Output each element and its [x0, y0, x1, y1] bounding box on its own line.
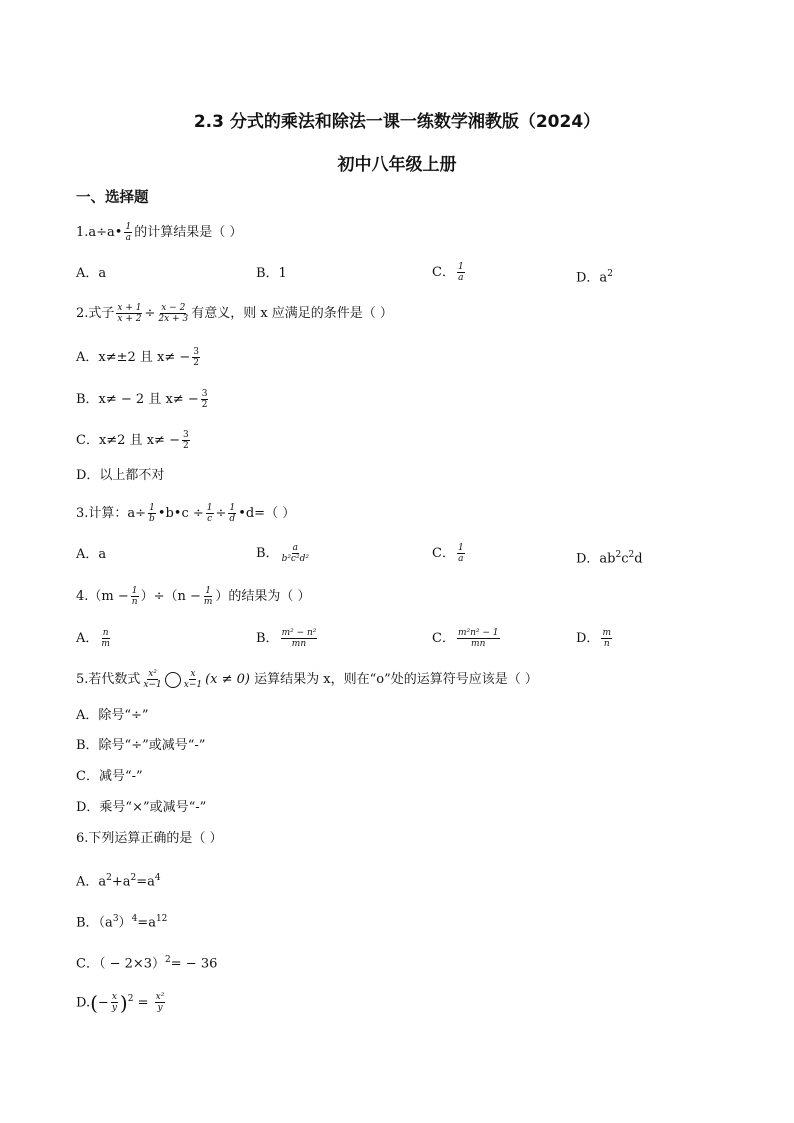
question-2-stem: 2.式子 $\frac{x + 1}{x + 2}$ ÷ $\frac{x - 2}{2x + 3}$ 有意义，则 x 应满足的条件是（ ）	[76, 303, 393, 324]
question-6-option-d[interactable]: D.(− $\frac{x}{y}$ )$^2$ = $\frac{\text{x²}}{y}$	[76, 990, 165, 1015]
question-6-option-a[interactable]: A．$a^2+a^2=a^4$	[76, 873, 161, 890]
question-2-option-b[interactable]: B．x≠ − 2 且 x≠ − $\frac{3}{2}$	[76, 389, 208, 410]
page-title: 2.3 分式的乘法和除法一课一练数学湘教版（2024）	[193, 112, 601, 132]
question-2-option-c[interactable]: C．x≠2 且 x≠ − $\frac{3}{2}$	[76, 430, 189, 451]
question-5-option-c[interactable]: C．减号“-”	[76, 769, 143, 784]
question-1-option-d[interactable]: D．$a^2$	[576, 269, 613, 286]
question-3-stem: 3.计算：a÷ $\frac{1}{b}$ •b•c ÷ $\frac{1}{c}$ ÷ $\frac{1}{d}$ •d=（ ）	[76, 503, 296, 524]
question-4-stem: 4.（m − $\frac{1}{n}$ ）÷（n − $\frac{1}{m}$ ）的结果为（ ）	[76, 586, 311, 607]
question-2-option-d[interactable]: D．以上都不对	[76, 468, 165, 483]
question-4-option-b[interactable]: B． $\frac{\text{m² − n²}}{mn}$	[256, 628, 317, 649]
fraction: $\frac{1}{a}$	[125, 222, 132, 243]
question-5-option-a[interactable]: A．除号“÷”	[76, 708, 149, 723]
question-3-option-a[interactable]: A．a	[76, 547, 107, 562]
operator-circle-icon	[165, 672, 181, 688]
question-4-option-c[interactable]: C． $\frac{\text{m²n² − 1}}{mn}$	[432, 628, 499, 649]
question-3-option-c[interactable]: C． $\frac{1}{a}$	[432, 543, 464, 564]
question-1-option-b[interactable]: B．1	[256, 266, 287, 281]
question-5-option-b[interactable]: B．除号“÷”或减号“-”	[76, 738, 206, 753]
question-6-option-c[interactable]: C．（ − 2×3）$^2$= − 36	[76, 955, 218, 972]
question-4-option-d[interactable]: D． $\frac{m}{n}$	[576, 628, 611, 649]
question-4-option-a[interactable]: A． $\frac{n}{m}$	[76, 628, 110, 649]
question-5-stem: 5.若代数式 $\frac{\text{x²}}{x-1}$ $\frac{x}{x-1}$ (x ≠ 0) 运算结果为 x，则在“o”处的运算符号应该是（ ）	[76, 669, 538, 690]
question-3-option-d[interactable]: D．$ab^2c^2d$	[576, 550, 643, 567]
question-1-option-a[interactable]: A．a	[76, 266, 107, 281]
question-6-stem: 6.下列运算正确的是（ ）	[76, 831, 223, 846]
page-subtitle: 初中八年级上册	[337, 155, 457, 175]
question-5-option-d[interactable]: D．乘号“×”或减号“-”	[76, 800, 207, 815]
question-3-option-b[interactable]: B． $\frac{a}{\text{b²c²d²}}$	[256, 543, 309, 564]
question-6-option-b[interactable]: B．$(a^3)^4=a^{12}$	[76, 914, 168, 931]
question-1-option-c[interactable]: C． $\frac{1}{a}$	[432, 262, 464, 283]
question-2-option-a[interactable]: A．x≠±2 且 x≠ − $\frac{3}{2}$	[76, 347, 200, 368]
section-heading: 一、选择题	[76, 190, 149, 206]
question-1-stem: 1.a÷a• $\frac{1}{a}$ 的计算结果是（ ）	[76, 222, 243, 243]
